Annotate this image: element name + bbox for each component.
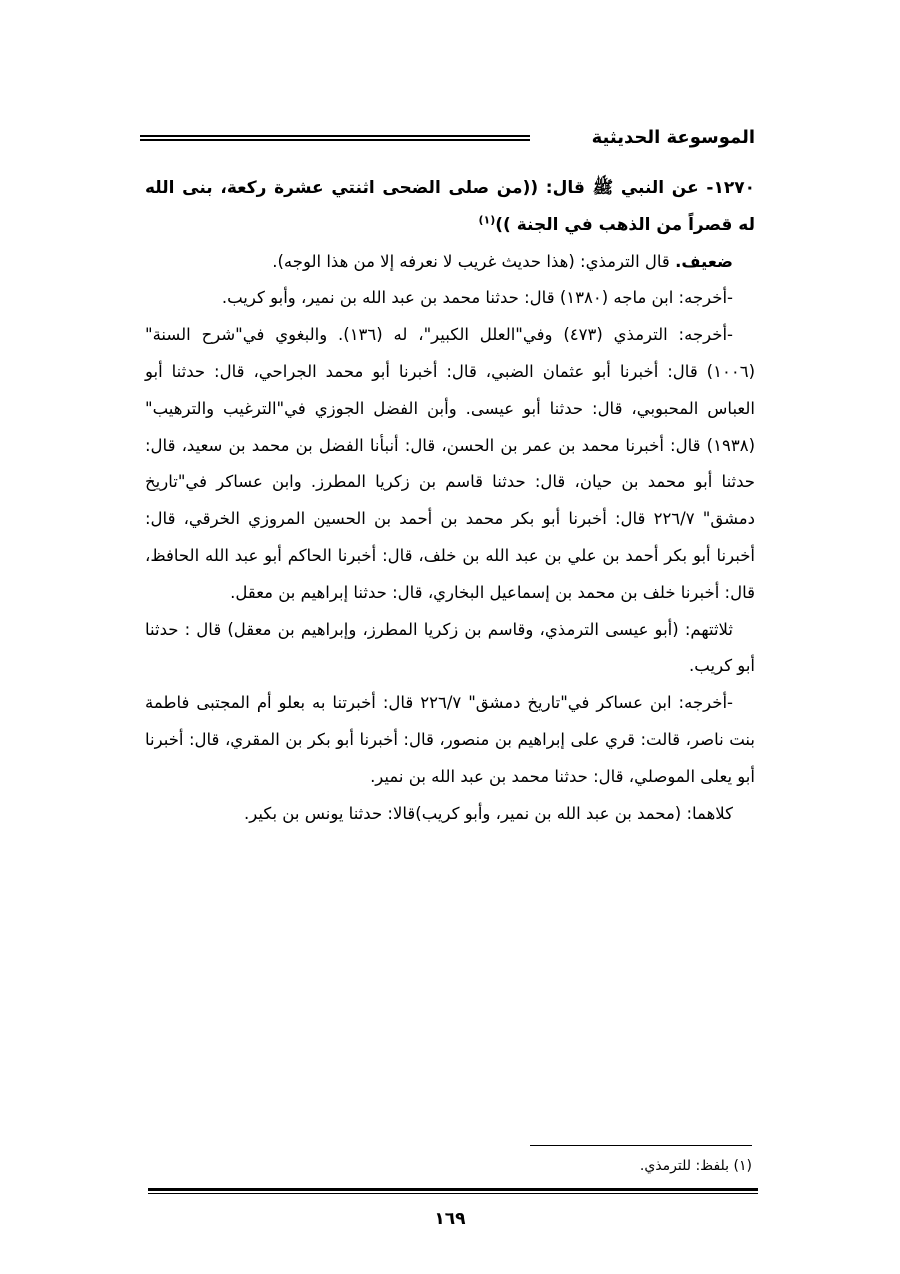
main-text bbox=[145, 170, 755, 832]
hadith-text bbox=[145, 170, 755, 244]
takhrij-paragraph-4: -أخرجه: ابن عساكر في"تاريخ دمشق" ٢٢٦/٧ قال: أخبرتنا به بعلو أم المجتبى فاطمة بنت ناصر، قالت: قري على إبراهيم بن منصور، قال: أخبرنا أبو بكر بن المقري، قال: أخبرنا أبو يعلى الموصلي، قال: حدثنا محمد بن عبد الله بن نمير. bbox=[145, 693, 755, 786]
grading-paragraph bbox=[145, 244, 755, 281]
running-header bbox=[140, 124, 755, 154]
grading-text: قال الترمذي: (هذا حديث غريب لا نعرفه إلا من هذا الوجه). bbox=[272, 251, 676, 271]
takhrij-paragraph-3: ثلاثتهم: (أبو عيسى الترمذي، وقاسم بن زكريا المطرز، وإبراهيم بن معقل) قال : حدثنا أبو كريب. bbox=[145, 619, 755, 676]
takhrij-paragraph-5: كلاهما: (محمد بن عبد الله بن نمير، وأبو كريب)قالا: حدثنا يونس بن بكير. bbox=[244, 803, 733, 823]
footnote: (١) بلفظ: للترمذي. bbox=[639, 1158, 752, 1174]
header-double-rule bbox=[140, 135, 530, 143]
page-number: ١٦٩ bbox=[434, 1209, 466, 1229]
footnote-separator bbox=[530, 1145, 752, 1146]
grading-label: ضعيف. bbox=[675, 251, 733, 271]
takhrij-paragraph-1: -أخرجه: ابن ماجه (١٣٨٠) قال: حدثنا محمد بن عبد الله بن نمير، وأبو كريب. bbox=[221, 288, 733, 308]
hadith-body: ١٢٧٠- عن النبي ﷺ قال: ((من صلى الضحى اثنتي عشرة ركعة، بنى الله له قصراً من الذهب في الجنة )) bbox=[145, 178, 755, 235]
footnote-reference: (١) bbox=[478, 213, 496, 227]
takhrij-paragraph-2: -أخرجه: الترمذي (٤٧٣) وفي"العلل الكبير"، له (١٣٦). والبغوي في"شرح السنة" (١٠٠٦) قال: أخبرنا أبو عثمان الضبي، قال: أخبرنا أبو محمد الجراحي، قال: حدثنا أبو العباس المحبوبي، قال: حدثنا أبو عيسى. وأبن الفضل الجوزي في"الترغيب والترهيب"(١٩٣٨) قال: أخبرنا محمد بن عمر بن الحسن، قال: أنبأنا الفضل بن محمد بن سعيد، قال: حدثنا أبو محمد بن حيان، قال: حدثنا قاسم بن زكريا المطرز. وابن عساكر في"تاريخ دمشق" ٢٢٦/٧ قال: أخبرنا أبو بكر محمد بن أحمد بن الحسين المروزي الخرقي، قال: أخبرنا أبو بكر أحمد بن علي بن عبد الله بن خلف، قال: أخبرنا الحاكم أبو عبد الله الحافظ، قال: أخبرنا خلف بن محمد بن إسماعيل البخاري، قال: حدثنا إبراهيم بن معقل. bbox=[145, 325, 755, 602]
footer-double-rule bbox=[148, 1188, 758, 1196]
header-title: الموسوعة الحديثية bbox=[582, 124, 755, 152]
